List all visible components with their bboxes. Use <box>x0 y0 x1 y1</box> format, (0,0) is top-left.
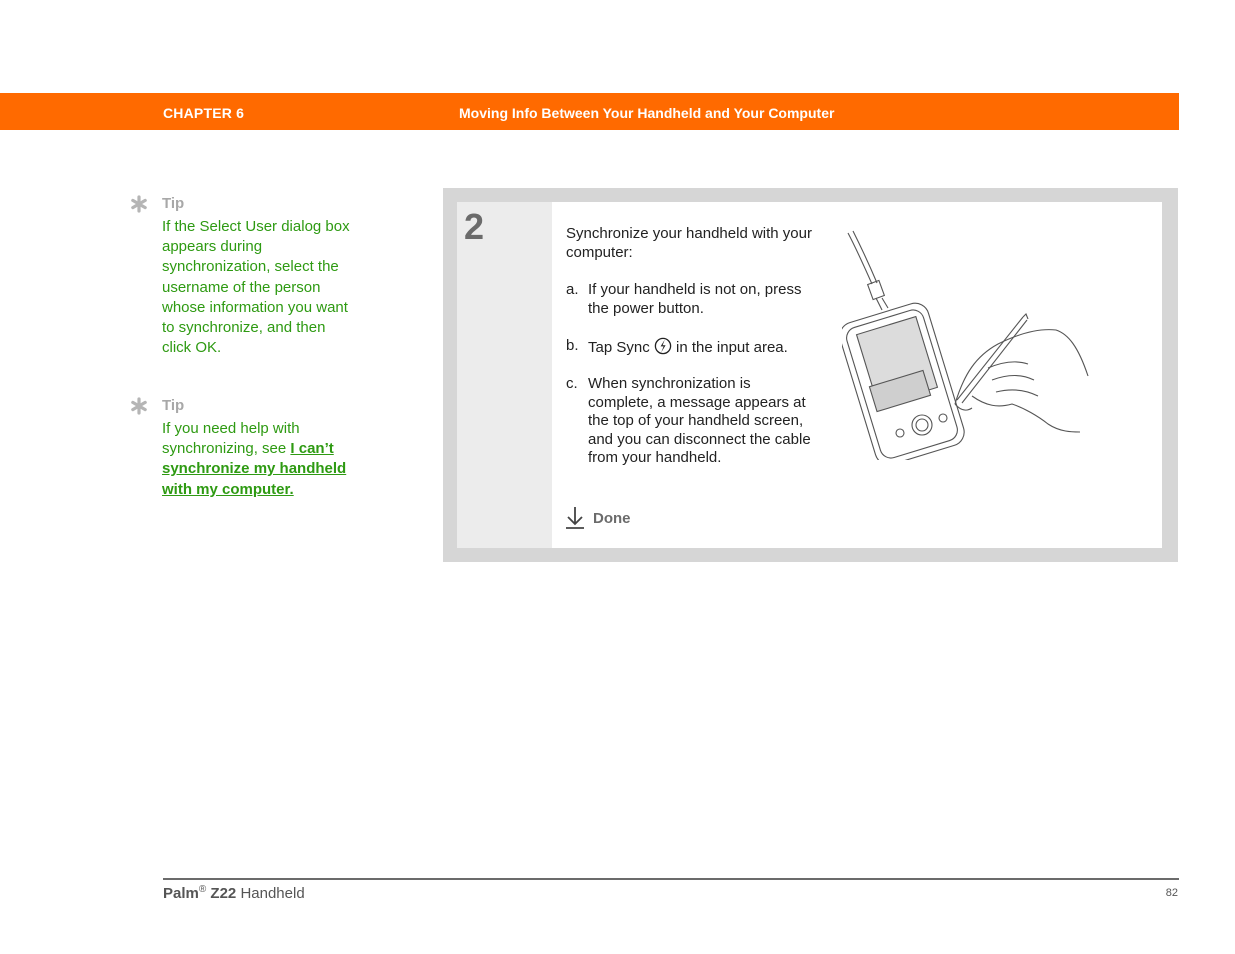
step-number-column <box>457 202 552 548</box>
footer-model: Z22 <box>210 885 237 902</box>
footer-rule <box>163 878 1179 880</box>
sync-icon <box>654 337 672 355</box>
cant-synchronize-link[interactable]: I can’t synchronize my handheld with my computer. <box>162 440 347 498</box>
asterisk-icon <box>130 195 148 213</box>
handheld-with-cable-and-stylus-illustration <box>842 228 1092 460</box>
tip-heading: Tip <box>162 195 185 212</box>
substep-text-before: Tap Sync <box>588 339 650 356</box>
registered-mark: ® <box>198 884 207 895</box>
step-content <box>552 202 1162 548</box>
footer-product <box>163 884 305 902</box>
chapter-header-bar <box>0 93 1179 130</box>
tip-text-prefix: If you need help with synchronizing, see <box>162 420 300 458</box>
done-label: Done <box>593 510 631 527</box>
tip-heading: Tip <box>162 397 185 414</box>
tip-text <box>162 419 352 500</box>
done-arrow-icon <box>566 506 584 530</box>
substep-letter: a. <box>566 281 579 298</box>
footer-product-name: Handheld <box>240 885 305 902</box>
page-number: 82 <box>1165 887 1178 899</box>
substep-letter: b. <box>566 337 579 354</box>
substep-text <box>588 337 828 358</box>
footer-brand: Palm <box>163 885 199 902</box>
substep-text-after: in the input area. <box>676 339 788 356</box>
substep-letter: c. <box>566 375 578 392</box>
chapter-title: Moving Info Between Your Handheld and Your Computer <box>459 105 835 121</box>
step-intro: Synchronize your handheld with your computer: <box>566 225 812 261</box>
substep-text: When synchronization is complete, a message appears at the top of your handheld screen, and you can disconnect the cable from your handheld. <box>588 375 811 467</box>
tip-text: If the Select User dialog box appears during synchronization, select the username of the person whose information you want to synchronize, and then click OK. <box>162 218 350 357</box>
step-number: 2 <box>464 206 485 247</box>
chapter-number: CHAPTER 6 <box>163 105 245 121</box>
asterisk-icon <box>130 397 148 415</box>
step-panel <box>443 188 1178 562</box>
substep-text: If your handheld is not on, press the power button. <box>588 281 802 317</box>
